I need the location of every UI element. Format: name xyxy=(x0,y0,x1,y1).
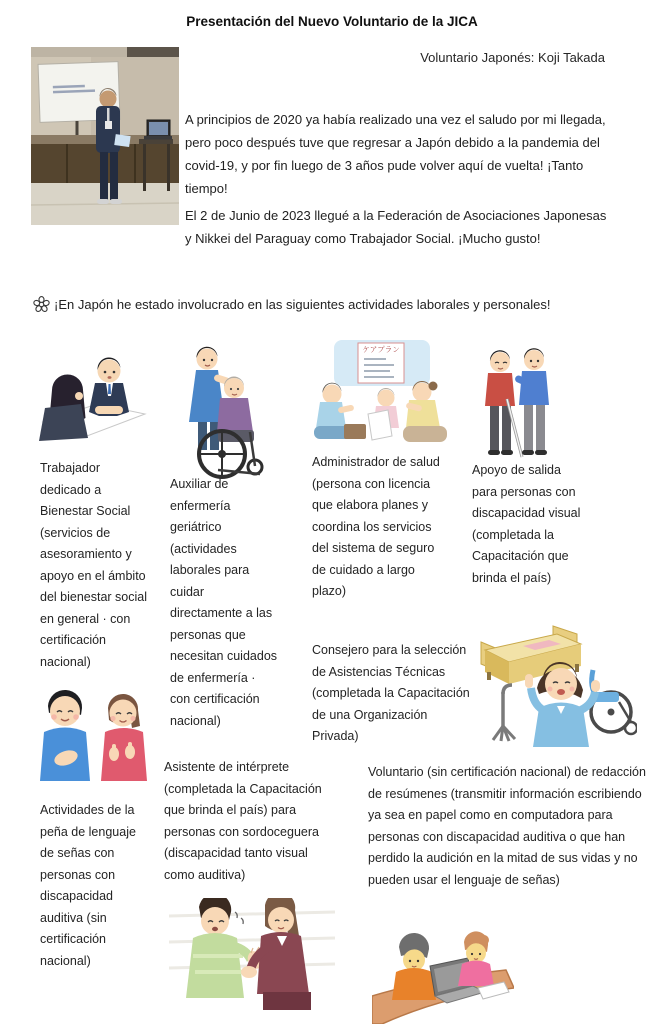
sign-language-illustration xyxy=(26,676,164,804)
caption-sign-language: Actividades de la peña de lenguaje de señas con personas con discapacidad auditiva (sin certificación nacional) xyxy=(40,803,136,968)
intro-paragraph-2: El 2 de Junio de 2023 llegué a la Federación de Asociaciones Japonesas y Nikkei del Paraguay como Trabajador Social. ¡Mucho gusto! xyxy=(185,208,607,247)
caption-care-manager: Administrador de salud (persona con licencia que elabora planes y coordina los servicios del sistema de seguro de cuidado a largo plazo) xyxy=(312,455,440,598)
wheelchair-care-illustration xyxy=(170,340,270,482)
intro-paragraph-1: A principios de 2020 ya había realizado una vez el saludo por mi llegada, pero poco después tuve que regresar a Japón debido a la pandemia del covid-19, y por fin luego de 3 años pude volver aquí de vuelta! ¡Tanto tiempo! xyxy=(185,112,606,197)
caption-geriatric-nurse: Auxiliar de enfermería geriátrico (actividades laborales para cuidar directamente a las personas que necesitan cuidados de enfermería · con certificación nacional) xyxy=(170,477,278,728)
caption-visual-support: Apoyo de salida para personas con discapacidad visual (completada la Capacitación que brinda el país) xyxy=(472,463,581,585)
guide-walking-illustration xyxy=(472,343,562,465)
computer-notetaking-illustration xyxy=(372,930,514,1024)
careplan-poster-text: ケアプラン xyxy=(362,345,400,354)
consultation-illustration xyxy=(35,344,147,464)
activities-intro-line xyxy=(33,296,653,313)
page-title: Presentación del Nuevo Voluntario de la JICA xyxy=(186,14,478,29)
caption-social-worker: Trabajador dedicado a Bienestar Social (servicios de asesoramiento y apoyo en el ámbito del bienestar social en general · con certificación nacional) xyxy=(40,461,148,669)
presentation-photo xyxy=(31,47,179,225)
assistive-equipment-illustration xyxy=(465,622,637,747)
caption-interpreter-assistant: Asistente de intérprete (completada la Capacitación que brinda el país) para personas con sordoceguera (discapacidad tanto visual como auditiva) xyxy=(164,760,322,882)
flower-blossom-icon xyxy=(33,296,50,313)
caption-tech-advisor: Consejero para la selección de Asistencias Técnicas (completada la Capacitación de una Organización Privada) xyxy=(312,643,470,743)
volunteer-name-line: Voluntario Japonés: Koji Takada xyxy=(420,50,605,65)
care-plan-meeting-illustration xyxy=(306,340,456,470)
caption-summary-volunteer: Voluntario (sin certificación nacional) de redacción de resúmenes (transmitir información escribiendo ya sea en papel como en computadora para personas con discapacidad auditiva o que han perdido la audición en la mitad de sus vidas y no pueden usar el lenguaje de señas) xyxy=(368,765,646,887)
activities-intro-text: ¡En Japón he estado involucrado en las siguientes actividades laborales y personales! xyxy=(54,297,551,312)
deafblind-communication-illustration xyxy=(163,898,341,1010)
